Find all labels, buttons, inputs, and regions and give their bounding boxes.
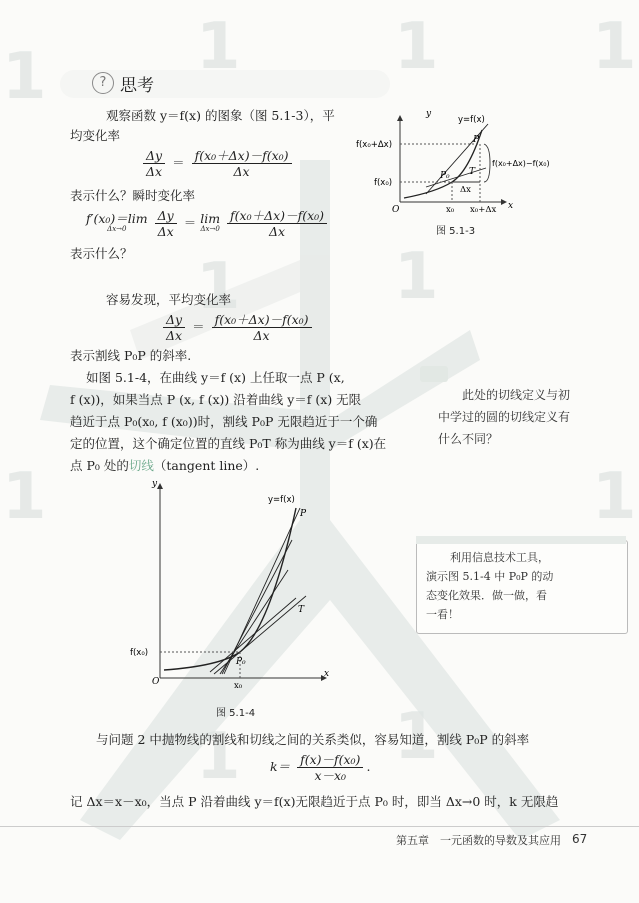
- watermark-digit: 1: [394, 10, 439, 84]
- body-line4: f (x))，如果当点 P (x, f (x)) 沿着曲线 y＝f (x) 无限: [70, 392, 362, 407]
- think-question2: 表示什么？: [70, 246, 133, 261]
- curve: [164, 508, 296, 670]
- body-line6: 定的位置，这个确定位置的直线 P₀T 称为曲线 y＝f (x)在: [70, 436, 387, 451]
- bottom-line1: 与问题 2 中抛物线的割线和切线之间的关系类似，容易知道，割线 P₀P 的斜率: [96, 732, 530, 747]
- tangent-line: [426, 168, 486, 187]
- chapter-title: 第五章 一元函数的导数及其应用: [396, 834, 561, 847]
- curve-label: y=f(x): [458, 115, 485, 125]
- note-band: [416, 536, 626, 544]
- figure-caption: 图 5.1-4: [216, 708, 256, 719]
- point-p-label: P: [300, 509, 307, 519]
- tangent-line: [214, 596, 306, 674]
- slope-formula: k＝ $\frac{\text{f(x)－f(x₀)}}{\text{x－x₀}}$ .: [270, 752, 371, 783]
- page-number: 67: [572, 832, 588, 846]
- body-line2: 表示割线 P₀P 的斜率.: [70, 348, 192, 363]
- dx-label: Δx: [460, 185, 471, 195]
- body-line1: 容易发现，平均变化率: [106, 292, 232, 307]
- fx0-label: f(x₀): [130, 648, 149, 658]
- point-t-label: T: [298, 605, 305, 615]
- side-note-2: 利用信息技术工具， 演示图 5.1-4 中 P₀P 的动 态变化效果．做一做，看 一看！: [426, 551, 554, 621]
- watermark-digit: 1: [196, 720, 241, 794]
- point-p0-label: P₀: [440, 171, 450, 181]
- footer-divider: [0, 826, 639, 827]
- question-icon: ?: [92, 72, 114, 94]
- watermark-digit: 1: [196, 10, 241, 84]
- body-line3: 如图 5.1-4，在曲线 y＝f (x) 上任取一点 P (x,: [86, 370, 345, 385]
- watermark-digit: 1: [2, 460, 47, 534]
- figure-5-1-3: [356, 108, 566, 220]
- x0dx-label: x₀+Δx: [470, 205, 497, 215]
- diff-label: f(x₀+Δx)−f(x₀): [492, 159, 550, 168]
- think-line2: 均变化率: [70, 128, 121, 143]
- brace: [484, 144, 490, 182]
- term-tangent: 切线: [128, 458, 154, 473]
- think-line1: 观察函数 y＝f(x) 的图象（图 5.1-3），平: [106, 108, 335, 123]
- point-t-label: T: [469, 167, 476, 177]
- note-tab: [420, 366, 448, 382]
- derivative-formula: f′(x₀)＝lim Δx→0 $\frac{\Delta y}{\Delta x}$ ＝ lim Δx→0 $\frac{\text{f(x₀＋Δx)－f(x₀)}}{\Delta x}$: [86, 208, 330, 239]
- secant-line: [210, 598, 296, 672]
- origin-label: O: [152, 677, 160, 687]
- body-line5: 趋近于点 P₀(x₀, f (x₀))时，割线 P₀P 无限趋近于一个确: [70, 414, 378, 429]
- point-p0-label: P₀: [236, 657, 246, 667]
- secant-line: [220, 570, 288, 674]
- fx0-label: f(x₀): [374, 178, 393, 188]
- bottom-line2: 记 Δx＝x－x₀，当点 P 沿着曲线 y＝f(x)无限趋近于点 P₀ 时，即当 Δx→0 时，k 无限趋: [70, 794, 559, 809]
- figure-caption: 图 5.1-3: [436, 226, 476, 237]
- x0-label: x₀: [234, 681, 243, 691]
- x0-label: x₀: [446, 205, 455, 215]
- point-p-label: P: [473, 135, 480, 145]
- body-line7: 点 P₀ 处的切线（tangent line）.: [70, 458, 260, 473]
- avg-rate-formula: $\frac{\Delta y}{\Delta x}$ ＝ $\frac{\text{f(x₀＋Δx)－f(x₀)}}{\Delta x}$: [140, 148, 295, 179]
- figure-5-1-4: [130, 478, 340, 694]
- origin-label: O: [392, 205, 400, 215]
- x-label: x: [324, 669, 330, 679]
- watermark-digit: 1: [196, 250, 241, 324]
- side-note-1: 此处的切线定义与初 中学过的圆的切线定义有 什么不同？: [438, 388, 571, 446]
- watermark-digit: 1: [394, 240, 439, 314]
- secant-line: [222, 540, 292, 674]
- section-title: 思考: [120, 76, 154, 96]
- x-label: x: [508, 201, 514, 211]
- think-question1: 表示什么？瞬时变化率: [70, 188, 196, 203]
- curve-label: y=f(x): [268, 495, 295, 505]
- watermark-digit: 1: [2, 40, 47, 114]
- y-label: y: [426, 109, 432, 119]
- fx0dx-label: f(x₀+Δx): [356, 140, 393, 150]
- avg-rate-formula-2: $\frac{\Delta y}{\Delta x}$ ＝ $\frac{\text{f(x₀＋Δx)－f(x₀)}}{\Delta x}$: [160, 312, 315, 343]
- y-label: y: [152, 479, 158, 489]
- watermark-digit: 1: [394, 700, 439, 774]
- watermark-digit: 1: [592, 10, 637, 84]
- watermark-digit: 1: [592, 460, 637, 534]
